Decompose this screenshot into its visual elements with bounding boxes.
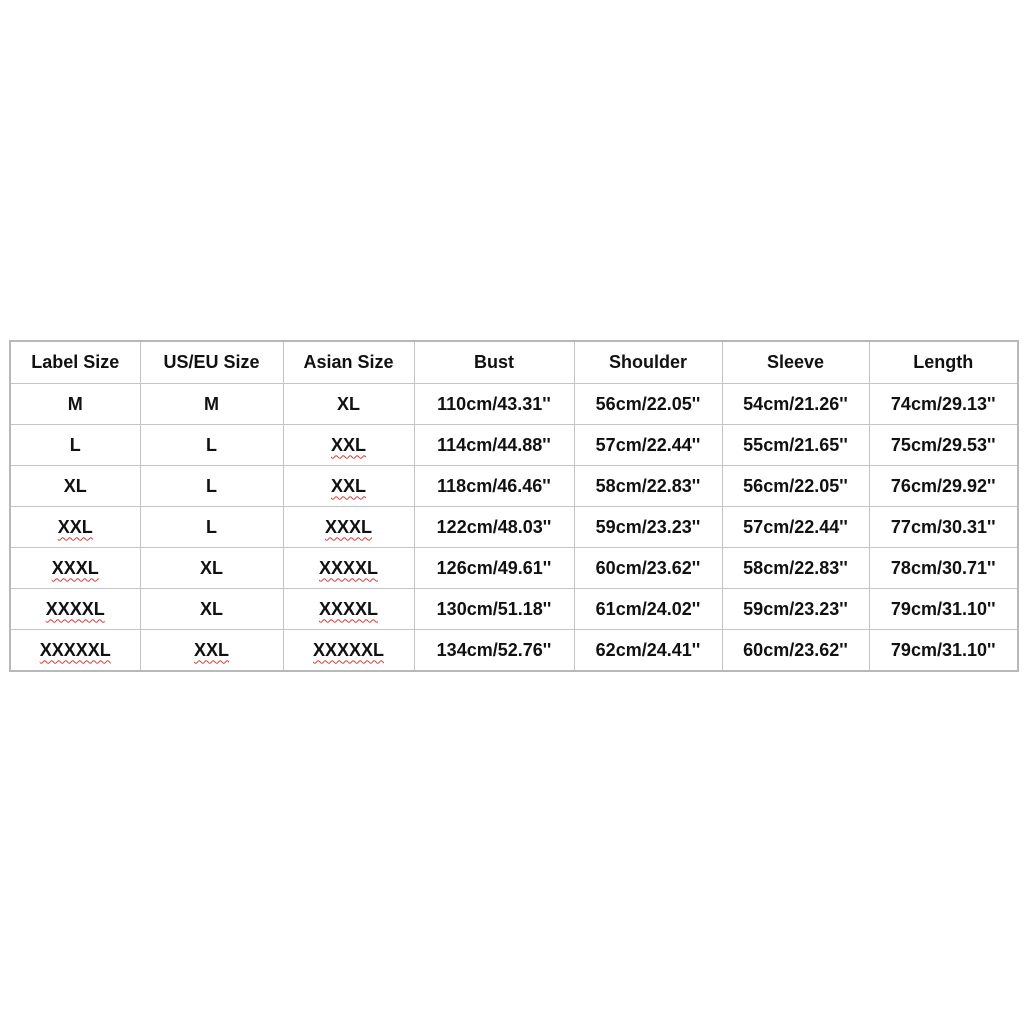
header-length: Length — [869, 341, 1018, 384]
label-size-cell: XXXXXL — [10, 630, 140, 672]
us-eu-size-cell: XL — [140, 548, 283, 589]
asian-size-cell: XXL — [283, 425, 414, 466]
us-eu-size-cell: XL — [140, 589, 283, 630]
length-cell: 77cm/30.31'' — [869, 507, 1018, 548]
length-cell: 79cm/31.10'' — [869, 589, 1018, 630]
us-eu-size-cell: M — [140, 384, 283, 425]
table-row — [10, 425, 1018, 466]
asian-size-cell: XXL — [283, 466, 414, 507]
length-cell: 79cm/31.10'' — [869, 630, 1018, 672]
header-us-eu-size: US/EU Size — [140, 341, 283, 384]
bust-cell: 122cm/48.03'' — [414, 507, 574, 548]
header-label-size: Label Size — [10, 341, 140, 384]
asian-size-cell: XXXL — [283, 507, 414, 548]
label-size-cell: XXXXL — [10, 589, 140, 630]
asian-size-cell: XXXXXL — [283, 630, 414, 672]
bust-cell: 114cm/44.88'' — [414, 425, 574, 466]
sleeve-cell: 55cm/21.65'' — [722, 425, 869, 466]
header-bust: Bust — [414, 341, 574, 384]
sleeve-cell: 54cm/21.26'' — [722, 384, 869, 425]
label-size-cell: XXXL — [10, 548, 140, 589]
shoulder-cell: 56cm/22.05'' — [574, 384, 722, 425]
bust-cell: 126cm/49.61'' — [414, 548, 574, 589]
header-asian-size: Asian Size — [283, 341, 414, 384]
shoulder-cell: 58cm/22.83'' — [574, 466, 722, 507]
header-sleeve: Sleeve — [722, 341, 869, 384]
shoulder-cell: 62cm/24.41'' — [574, 630, 722, 672]
us-eu-size-cell: XXL — [140, 630, 283, 672]
asian-size-cell: XL — [283, 384, 414, 425]
table-row — [10, 384, 1018, 425]
bust-cell: 134cm/52.76'' — [414, 630, 574, 672]
asian-size-cell: XXXXL — [283, 589, 414, 630]
bust-cell: 130cm/51.18'' — [414, 589, 574, 630]
table-row — [10, 466, 1018, 507]
shoulder-cell: 59cm/23.23'' — [574, 507, 722, 548]
label-size-cell: L — [10, 425, 140, 466]
label-size-cell: XL — [10, 466, 140, 507]
sleeve-cell: 59cm/23.23'' — [722, 589, 869, 630]
size-chart-table — [9, 340, 1019, 672]
length-cell: 74cm/29.13'' — [869, 384, 1018, 425]
header-shoulder: Shoulder — [574, 341, 722, 384]
sleeve-cell: 58cm/22.83'' — [722, 548, 869, 589]
us-eu-size-cell: L — [140, 507, 283, 548]
label-size-cell: XXL — [10, 507, 140, 548]
shoulder-cell: 60cm/23.62'' — [574, 548, 722, 589]
table-row — [10, 548, 1018, 589]
shoulder-cell: 61cm/24.02'' — [574, 589, 722, 630]
header-row — [10, 341, 1018, 384]
length-cell: 78cm/30.71'' — [869, 548, 1018, 589]
bust-cell: 110cm/43.31'' — [414, 384, 574, 425]
sleeve-cell: 56cm/22.05'' — [722, 466, 869, 507]
table-row — [10, 507, 1018, 548]
table-row — [10, 630, 1018, 672]
shoulder-cell: 57cm/22.44'' — [574, 425, 722, 466]
length-cell: 76cm/29.92'' — [869, 466, 1018, 507]
label-size-cell: M — [10, 384, 140, 425]
bust-cell: 118cm/46.46'' — [414, 466, 574, 507]
sleeve-cell: 60cm/23.62'' — [722, 630, 869, 672]
us-eu-size-cell: L — [140, 466, 283, 507]
table-row — [10, 589, 1018, 630]
us-eu-size-cell: L — [140, 425, 283, 466]
sleeve-cell: 57cm/22.44'' — [722, 507, 869, 548]
length-cell: 75cm/29.53'' — [869, 425, 1018, 466]
asian-size-cell: XXXXL — [283, 548, 414, 589]
